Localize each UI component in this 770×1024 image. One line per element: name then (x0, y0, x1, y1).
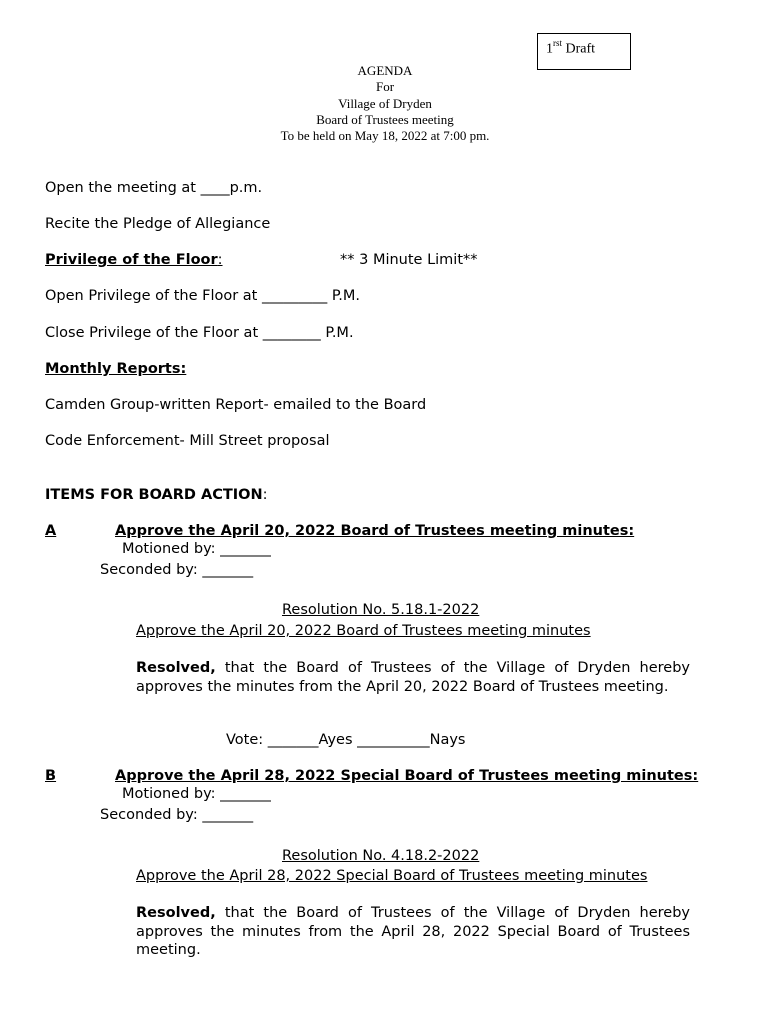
agenda-board: Board of Trustees meeting (316, 111, 454, 127)
item-a-resolved-paragraph (136, 659, 690, 696)
privilege-open-line: Open Privilege of the Floor at _________ P.M. (45, 288, 361, 304)
item-a-vote-line: Vote: _______Ayes __________Nays (226, 732, 466, 748)
board-action-heading (45, 487, 268, 503)
agenda-village: Village of Dryden (338, 95, 432, 111)
item-b-resolution-title: Approve the April 28, 2022 Special Board of Trustees meeting minutes (136, 868, 648, 884)
item-a-title: Approve the April 20, 2022 Board of Trustees meeting minutes: (115, 523, 635, 539)
item-b-resolved-text: that the Board of Trustees of the Village of Dryden hereby approves the minutes from the April 28, 2022 Special Board of Trustees meeting. (136, 905, 690, 958)
item-a-resolved-text: that the Board of Trustees of the Village of Dryden hereby approves the minutes from the April 20, 2022 Board of Trustees meeting. (136, 660, 690, 695)
agenda-for: For (375, 79, 395, 95)
privilege-close-line: Close Privilege of the Floor at ________ P.M. (45, 325, 354, 341)
item-b-letter: B (45, 768, 57, 784)
agenda-date: To be held on May 18, 2022 at 7:00 pm. (280, 128, 490, 144)
item-a-seconded: Seconded by: _______ (100, 562, 254, 578)
open-meeting-line: Open the meeting at ____p.m. (45, 180, 263, 196)
draft-number: 1 (546, 41, 553, 57)
report-item: Code Enforcement- Mill Street proposal (45, 433, 330, 449)
item-a-resolution-number: Resolution No. 5.18.1-2022 (282, 602, 480, 618)
item-b-seconded: Seconded by: _______ (100, 807, 254, 823)
item-a-motioned: Motioned by: _______ (122, 541, 271, 557)
agenda-title: AGENDA (357, 63, 413, 78)
draft-ordinal-suffix: rst (553, 38, 562, 48)
pledge-line: Recite the Pledge of Allegiance (45, 216, 271, 232)
item-b-motioned: Motioned by: _______ (122, 786, 271, 802)
item-b-resolved-label: Resolved, (136, 905, 216, 921)
privilege-limit: ** 3 Minute Limit** (340, 252, 478, 268)
privilege-heading-colon: : (217, 252, 223, 268)
board-action-heading-text: ITEMS FOR BOARD ACTION (45, 487, 263, 503)
draft-label: Draft (565, 41, 596, 57)
agenda-header (270, 63, 500, 144)
item-b-resolved-paragraph (136, 904, 690, 960)
monthly-reports-heading: Monthly Reports: (45, 361, 187, 377)
item-a-resolution-title: Approve the April 20, 2022 Board of Trustees meeting minutes (136, 623, 591, 639)
item-a-letter: A (45, 523, 57, 539)
privilege-heading (45, 252, 223, 268)
item-a-resolved-label: Resolved, (136, 660, 216, 676)
item-b-title: Approve the April 28, 2022 Special Board of Trustees meeting minutes: (115, 768, 699, 784)
privilege-heading-text: Privilege of the Floor (45, 252, 218, 268)
board-action-heading-colon: : (262, 487, 268, 503)
item-b-resolution-number: Resolution No. 4.18.2-2022 (282, 848, 480, 864)
draft-badge (537, 33, 631, 70)
report-item: Camden Group-written Report- emailed to the Board (45, 397, 427, 413)
